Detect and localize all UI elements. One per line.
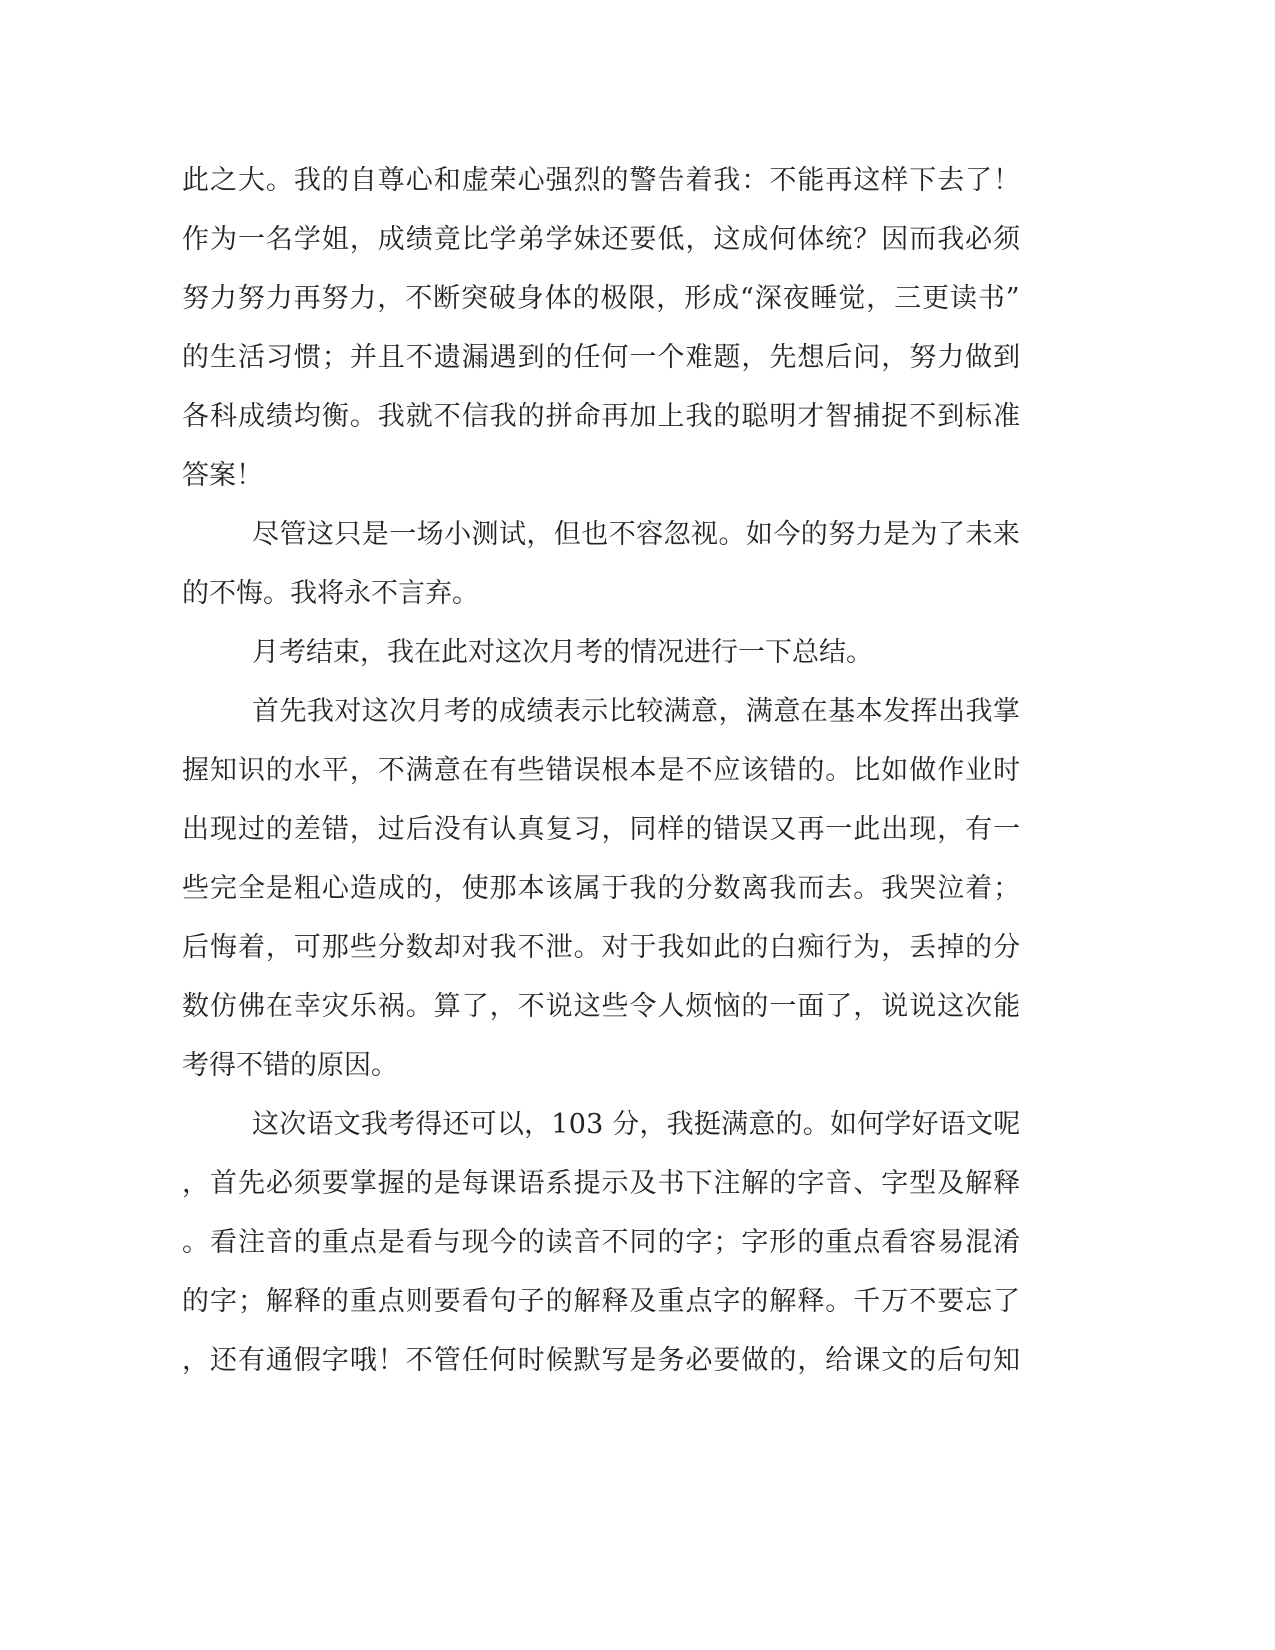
text-line: 些完全是粗心造成的，使那本该属于我的分数离我而去。我哭泣着； xyxy=(182,873,1022,904)
text-line: 数仿佛在幸灾乐祸。算了，不说这些令人烦恼的一面了，说说这次能 xyxy=(182,991,1022,1022)
text-line: 月考结束，我在此对这次月考的情况进行一下总结。 xyxy=(252,637,873,668)
text-line: 的生活习惯；并且不遗漏遇到的任何一个难题，先想后问，努力做到 xyxy=(182,342,1022,373)
text-line: 各科成绩均衡。我就不信我的拼命再加上我的聪明才智捕捉不到标准 xyxy=(182,401,1022,432)
text-line: 握知识的水平，不满意在有些错误根本是不应该错的。比如做作业时 xyxy=(182,755,1022,786)
text-line: 努力努力再努力，不断突破身体的极限，形成“深夜睡觉，三更读书” xyxy=(182,283,1021,314)
text-line: 的字；解释的重点则要看句子的解释及重点字的解释。千万不要忘了 xyxy=(182,1286,1022,1317)
text-line: ，还有通假字哦！不管任何时候默写是务必要做的，给课文的后句知 xyxy=(182,1345,1022,1376)
text-line: 这次语文我考得还可以，103 分，我挺满意的。如何学好语文呢 xyxy=(252,1109,1021,1140)
text-line: 后悔着，可那些分数却对我不泄。对于我如此的白痴行为，丢掉的分 xyxy=(182,932,1022,963)
text-line: 答案！ xyxy=(182,460,263,491)
text-line: 首先我对这次月考的成绩表示比较满意，满意在基本发挥出我掌 xyxy=(252,696,1021,727)
text-line: 的不悔。我将永不言弃。 xyxy=(182,578,479,609)
text-line: 出现过的差错，过后没有认真复习，同样的错误又再一此出现，有一 xyxy=(182,814,1022,845)
text-line: 作为一名学姐，成绩竟比学弟学妹还要低，这成何体统？因而我必须 xyxy=(182,224,1022,255)
text-line: 此之大。我的自尊心和虚荣心强烈的警告着我：不能再这样下去了！ xyxy=(182,165,1022,196)
text-line: 考得不错的原因。 xyxy=(182,1050,398,1081)
text-line: ，首先必须要掌握的是每课语系提示及书下注解的字音、字型及解释 xyxy=(182,1168,1022,1199)
text-line: 。看注音的重点是看与现今的读音不同的字；字形的重点看容易混淆 xyxy=(182,1227,1022,1258)
text-line: 尽管这只是一场小测试，但也不容忽视。如今的努力是为了未来 xyxy=(252,519,1021,550)
